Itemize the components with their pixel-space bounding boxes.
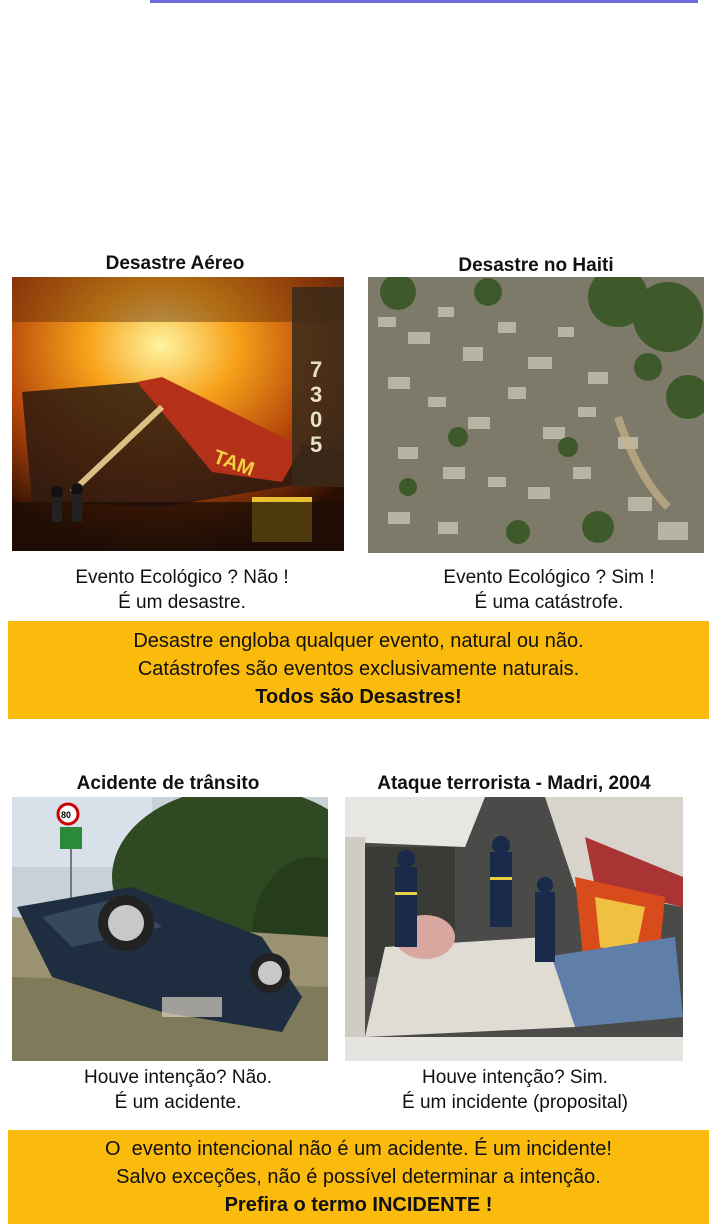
band-line-2: Catástrofes são eventos exclusivamente naturais. <box>137 658 580 680</box>
traffic-question: Houve intenção? Não. <box>83 1067 272 1088</box>
haiti-question: Evento Ecológico ? Sim ! <box>443 567 655 588</box>
traffic-answer: É um acidente. <box>114 1092 242 1113</box>
burning-airplane-icon <box>12 277 344 551</box>
madrid-train-photo <box>345 797 683 1061</box>
svg-text:TAM: TAM <box>210 446 258 482</box>
overturned-car-icon <box>12 797 328 1061</box>
photo-title-haiti: Desastre no Haiti <box>458 255 614 276</box>
svg-text:3: 3 <box>310 382 323 407</box>
madrid-question: Houve intenção? Sim. <box>422 1067 608 1088</box>
definition-band-disaster <box>8 621 709 719</box>
photo-title-traffic: Acidente de trânsito <box>76 773 260 794</box>
wrecked-train-icon <box>345 797 683 1061</box>
band2-line-3: Prefira o termo INCIDENTE ! <box>224 1194 493 1216</box>
haiti-answer: É uma catástrofe. <box>474 592 624 613</box>
svg-text:80: 80 <box>61 810 72 820</box>
definition-band-incident <box>8 1130 709 1224</box>
svg-text:5: 5 <box>310 432 323 457</box>
madrid-answer: É um incidente (proposital) <box>402 1092 628 1113</box>
plane-question: Evento Ecológico ? Não ! <box>75 567 289 588</box>
photo-title-plane: Desastre Aéreo <box>105 253 245 274</box>
plane-answer: É um desastre. <box>118 592 246 613</box>
band-line-1: Desastre engloba qualquer evento, natural ou não. <box>133 630 584 652</box>
svg-text:0: 0 <box>310 407 323 432</box>
svg-text:7: 7 <box>310 357 323 382</box>
band2-line-1: O evento intencional não é um acidente. É um incidente! <box>105 1138 612 1160</box>
haiti-aerial-photo <box>368 277 704 553</box>
photo-title-madrid: Ataque terrorista - Madri, 2004 <box>377 773 651 794</box>
aerial-city-icon <box>368 277 704 553</box>
band-line-3: Todos são Desastres! <box>255 686 462 708</box>
burning-airplane-photo <box>12 277 344 551</box>
overturned-car-photo <box>12 797 328 1061</box>
top-rule <box>150 0 698 3</box>
band2-line-2: Salvo exceções, não é possível determinar a intenção. <box>116 1166 601 1188</box>
